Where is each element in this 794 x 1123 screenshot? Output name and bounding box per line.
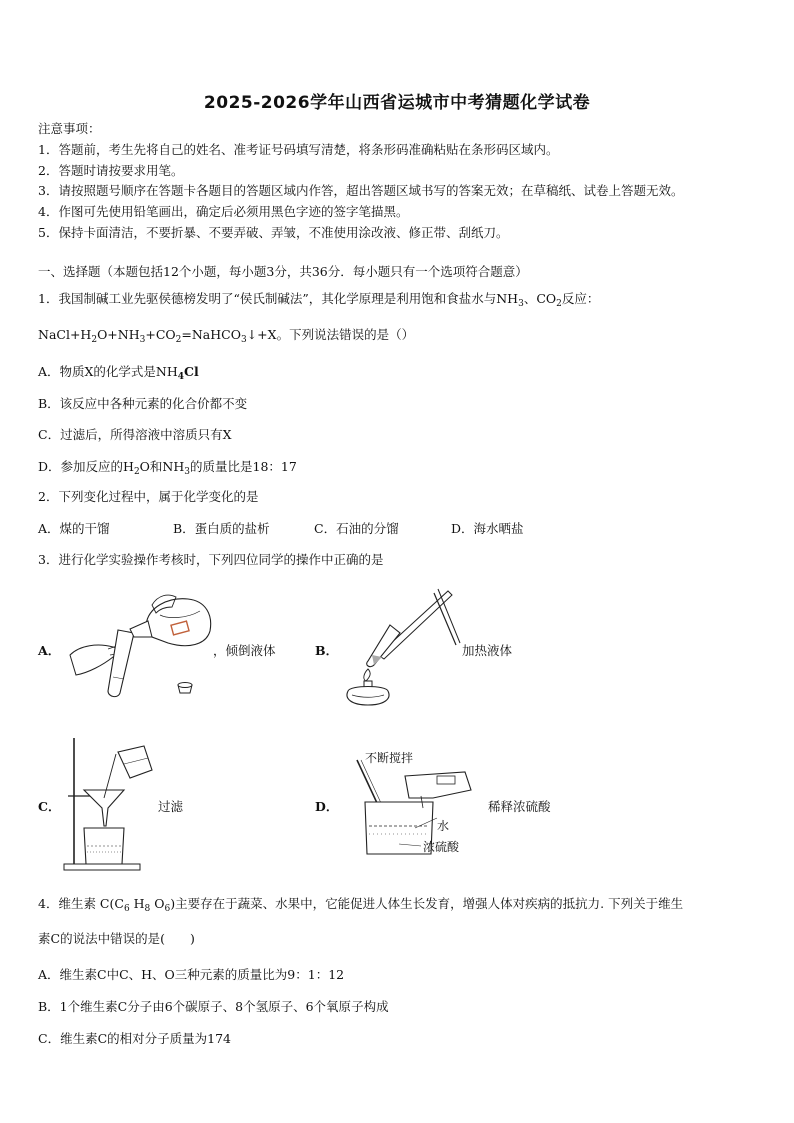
q3-d-label: D． <box>315 799 339 814</box>
note-item: 4．作图可先使用铅笔画出，确定后必须用黑色字迹的签字笔描黑。 <box>38 204 409 219</box>
section-heading: 一、选择题（本题包括12个小题，每小题3分，共36分．每小题只有一个选项符合题意） <box>38 264 528 279</box>
q3-a-caption: ，倾倒液体 <box>213 643 276 658</box>
note-item: 3．请按照题号顺序在答题卡各题目的答题区域内作答，超出答题区域书写的答案无效；在草稿纸、试卷上答题无效。 <box>38 183 684 198</box>
q3-b-caption: 加热液体 <box>462 643 513 658</box>
notes-heading: 注意事项： <box>38 121 101 136</box>
heating-liquid-figure <box>338 585 463 710</box>
q3-a-label: A． <box>38 643 61 658</box>
acid-label: 浓硫酸 <box>423 840 460 854</box>
stir-label: 不断搅拌 <box>365 751 414 765</box>
q1-option-d: D．参加反应的$H_2O$和$NH_3$的质量比是18：17 <box>38 459 297 477</box>
q3-stem: 3．进行化学实验操作考核时，下列四位同学的操作中正确的是 <box>38 552 384 567</box>
page-title: 2025-2026学年山西省运城市中考猜题化学试卷 <box>203 93 591 113</box>
pouring-liquid-figure <box>68 585 218 700</box>
q1-stem: 1．我国制碱工业先驱侯德榜发明了“侯氏制碱法”，其化学原理是利用饱和食盐水与$NH_3$、$CO_2$反应： <box>38 291 600 309</box>
q3-b-label: B． <box>315 643 339 658</box>
q4-option-a: A．维生素C中C、H、O三种元素的质量比为9：1：12 <box>38 967 345 982</box>
q1-option-a: A．物质X的化学式是$NH_4Cl$ <box>38 364 199 382</box>
q2-option-d: D．海水晒盐 <box>451 521 524 536</box>
note-item: 2．答题时请按要求用笔。 <box>38 163 184 178</box>
q3-c-caption: 过滤 <box>158 799 184 814</box>
q2-option-c: C．石油的分馏 <box>314 521 399 536</box>
q1-equation: $NaCl+H_2O+NH_3+CO_2=NaHCO_3↓+X$。下列说法错误的是（） <box>38 327 415 345</box>
dilute-sulfuric-acid-figure <box>345 750 495 860</box>
q2-option-a: A．煤的干馏 <box>38 521 110 536</box>
q3-d-caption: 稀释浓硫酸 <box>488 799 551 814</box>
water-label: 水 <box>437 819 450 833</box>
q2-option-b: B．蛋白质的盐析 <box>173 521 270 536</box>
note-item: 1．答题前，考生先将自己的姓名、准考证号码填写清楚，将条形码准确粘贴在条形码区域内。 <box>38 142 559 157</box>
q4-stem-line2: 素C的说法中错误的是( ) <box>38 931 195 946</box>
q1-option-b: B．该反应中各种元素的化合价都不变 <box>38 396 248 411</box>
q4-option-b: B．1个维生素C分子由6个碳原子、8个氢原子、6个氧原子构成 <box>38 999 389 1014</box>
q2-stem: 2．下列变化过程中，属于化学变化的是 <box>38 489 259 504</box>
note-item: 5．保持卡面清洁，不要折暴、不要弄破、弄皱，不准使用涂改液、修正带、刮纸刀。 <box>38 225 509 240</box>
q3-c-label: C． <box>38 799 61 814</box>
q4-stem: 4．维生素 $C(C_6$ $H_8$ $O_6$)主要存在于蔬菜、水果中，它能促进人体生长发育，增强人体对疾病的抵抗力. 下列关于维生 <box>38 896 684 914</box>
q4-option-c: C．维生素C的相对分子质量为174 <box>38 1031 231 1046</box>
filtration-figure <box>60 734 170 874</box>
q1-option-c: C．过滤后，所得溶液中溶质只有X <box>38 427 232 442</box>
